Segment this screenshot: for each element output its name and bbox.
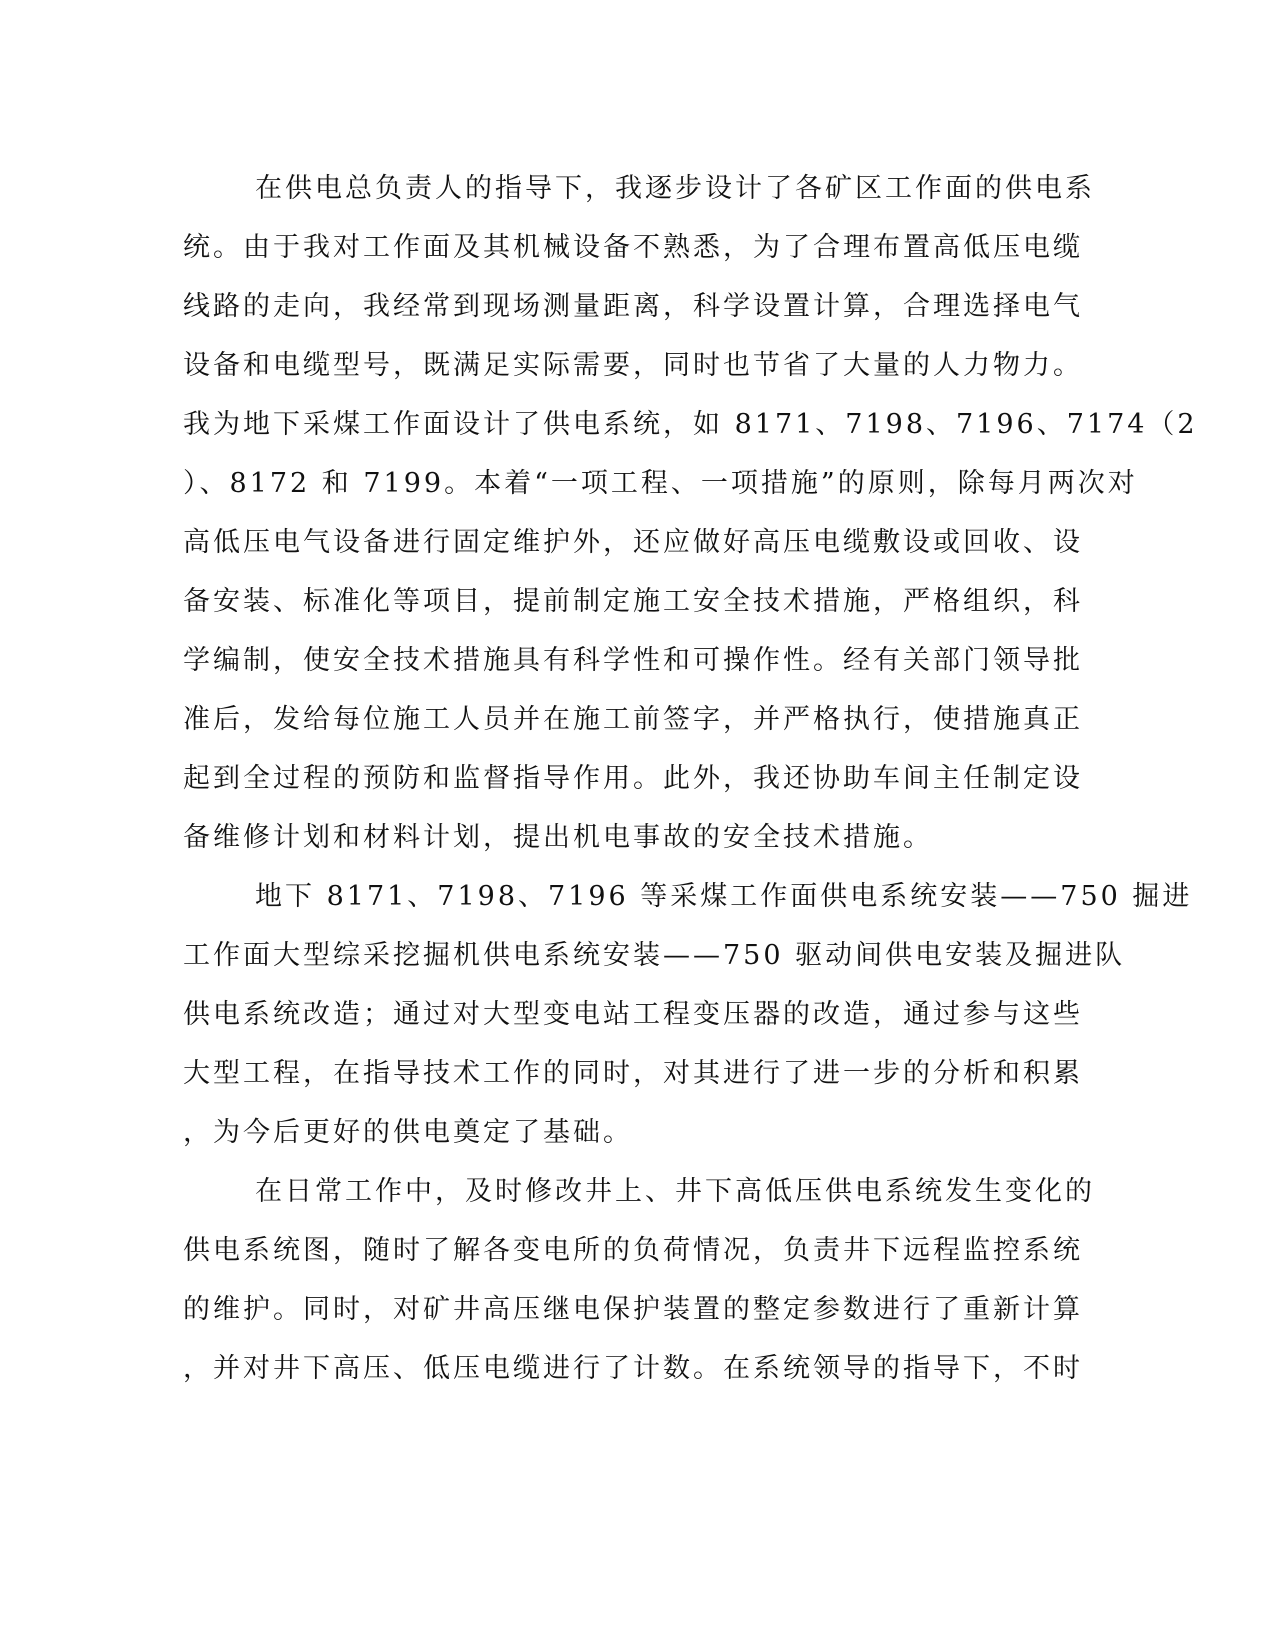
- text-line: 我为地下采煤工作面设计了供电系统，如 8171、7198、7196、7174（2: [183, 409, 1198, 440]
- text-line: 在日常工作中，及时修改井上、井下高低压供电系统发生变化的: [255, 1176, 1095, 1207]
- text-line: ）、8172 和 7199。本着“一项工程、一项措施”的原则，除每月两次对: [183, 468, 1138, 499]
- text-line: 备维修计划和材料计划，提出机电事故的安全技术措施。: [183, 822, 933, 853]
- paragraph-3: [183, 1162, 1095, 1398]
- text-line: 备安装、标准化等项目，提前制定施工安全技术措施，严格组织，科: [183, 586, 1083, 617]
- text-line: 地下 8171、7198、7196 等采煤工作面供电系统安装——750 掘进: [255, 881, 1193, 912]
- text-line: ，为今后更好的供电奠定了基础。: [183, 1117, 633, 1148]
- text-line: 准后，发给每位施工人员并在施工前签字，并严格执行，使措施真正: [183, 704, 1083, 735]
- text-line: 线路的走向，我经常到现场测量距离，科学设置计算，合理选择电气: [183, 291, 1083, 322]
- text-line: 在供电总负责人的指导下，我逐步设计了各矿区工作面的供电系: [255, 173, 1095, 204]
- text-line: 起到全过程的预防和监督指导作用。此外，我还协助车间主任制定设: [183, 763, 1083, 794]
- text-line: 设备和电缆型号，既满足实际需要，同时也节省了大量的人力物力。: [183, 350, 1083, 381]
- text-line: 统。由于我对工作面及其机械设备不熟悉，为了合理布置高低压电缆: [183, 232, 1083, 263]
- text-line: 大型工程，在指导技术工作的同时，对其进行了进一步的分析和积累: [183, 1058, 1083, 1089]
- text-line: 供电系统图，随时了解各变电所的负荷情况，负责井下远程监控系统: [183, 1235, 1083, 1266]
- text-line: 工作面大型综采挖掘机供电系统安装——750 驱动间供电安装及掘进队: [183, 940, 1126, 971]
- text-line: 的维护。同时，对矿井高压继电保护装置的整定参数进行了重新计算: [183, 1294, 1083, 1325]
- document-body: [183, 159, 1198, 1398]
- text-line: 学编制，使安全技术措施具有科学性和可操作性。经有关部门领导批: [183, 645, 1083, 676]
- paragraph-1: [183, 159, 1198, 867]
- paragraph-2: [183, 867, 1193, 1162]
- text-line: 高低压电气设备进行固定维护外，还应做好高压电缆敷设或回收、设: [183, 527, 1083, 558]
- text-line: 供电系统改造；通过对大型变电站工程变压器的改造，通过参与这些: [183, 999, 1083, 1030]
- text-line: ，并对井下高压、低压电缆进行了计数。在系统领导的指导下，不时: [183, 1353, 1083, 1384]
